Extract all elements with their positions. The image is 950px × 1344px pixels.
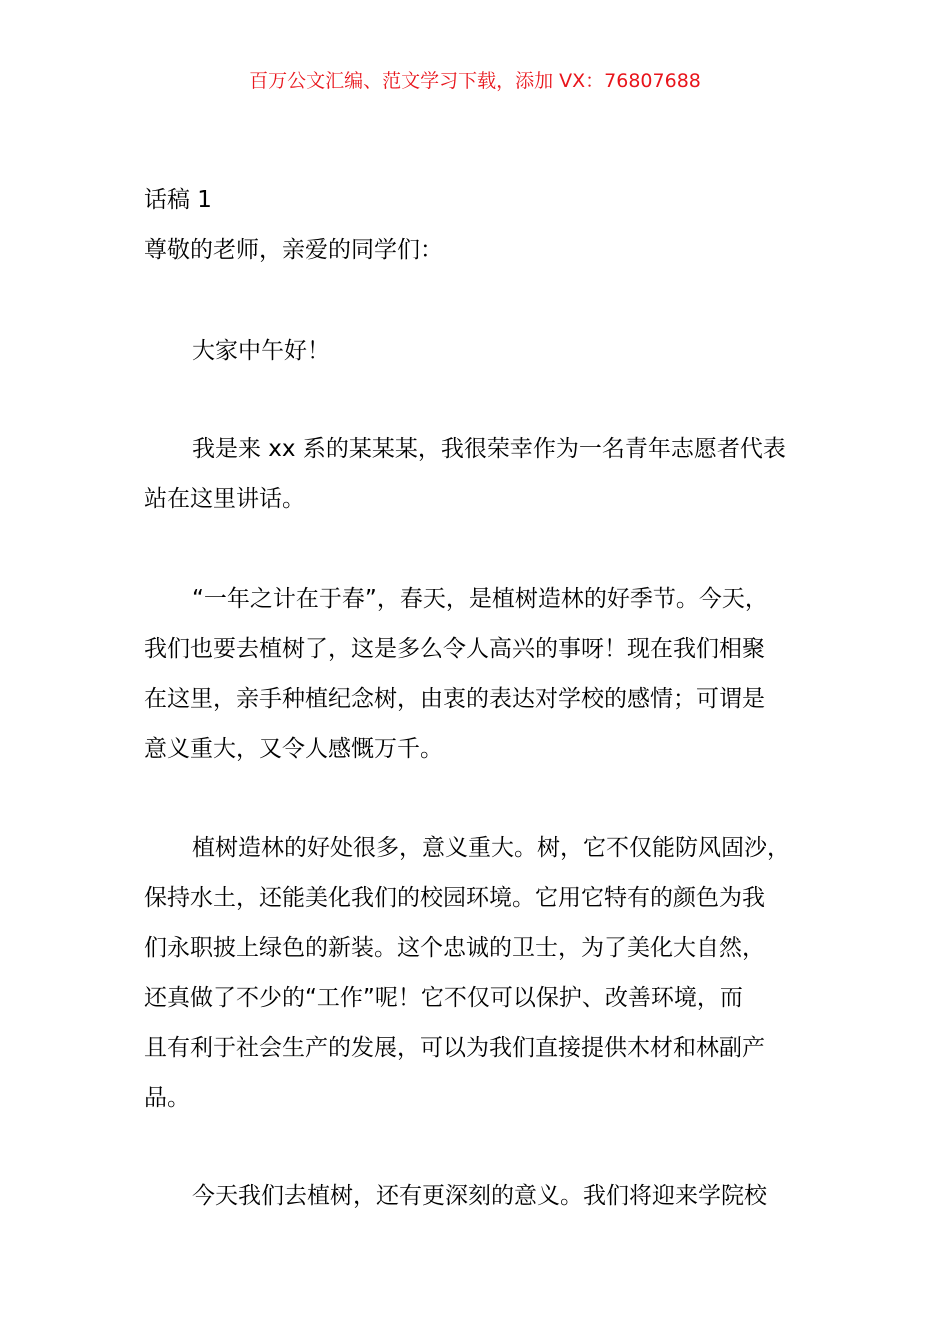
paragraph-line: 且有利于社会生产的发展，可以为我们直接提供木材和林副产 [144,1035,765,1061]
paragraph-1 [144,424,834,524]
paragraph-line: 品。 [144,1085,190,1111]
paragraph-line: 还真做了不少的“工作”呢！它不仅可以保护、改善环境，而 [144,985,743,1011]
salutation: 尊敬的老师，亲爱的同学们： [144,237,443,263]
paragraph-line: 意义重大，又令人感慨万千。 [144,736,443,762]
paragraph-line: 我是来 xx 系的某某某，我很荣幸作为一名青年志愿者代表 [192,436,786,462]
paragraph-line: 今天我们去植树，还有更深刻的意义。我们将迎来学院校 [192,1183,767,1209]
paragraph-2 [144,574,834,774]
paragraph-line: 们永职披上绿色的新装。这个忠诚的卫士，为了美化大自然， [144,935,765,961]
paragraph-line: 在这里，亲手种植纪念树，由衷的表达对学校的感情；可谓是 [144,686,765,712]
paragraph-4 [144,1171,834,1221]
paragraph-line: “一年之计在于春”，春天，是植树造林的好季节。今天， [192,586,768,612]
document-title-block [144,175,834,275]
greeting: 大家中午好！ [192,338,330,364]
paragraph-line: 保持水土，还能美化我们的校园环境。它用它特有的颜色为我 [144,885,765,911]
header-banner: 百万公文汇编、范文学习下载，添加 VX：76807688 [249,70,701,92]
paragraph-line: 植树造林的好处很多，意义重大。树，它不仅能防风固沙， [192,835,790,861]
greeting-block [144,326,834,376]
document-title: 话稿 1 [144,187,212,213]
paragraph-line: 站在这里讲话。 [144,486,305,512]
paragraph-3 [144,823,834,1123]
paragraph-line: 我们也要去植树了，这是多么令人高兴的事呀！现在我们相聚 [144,636,765,662]
